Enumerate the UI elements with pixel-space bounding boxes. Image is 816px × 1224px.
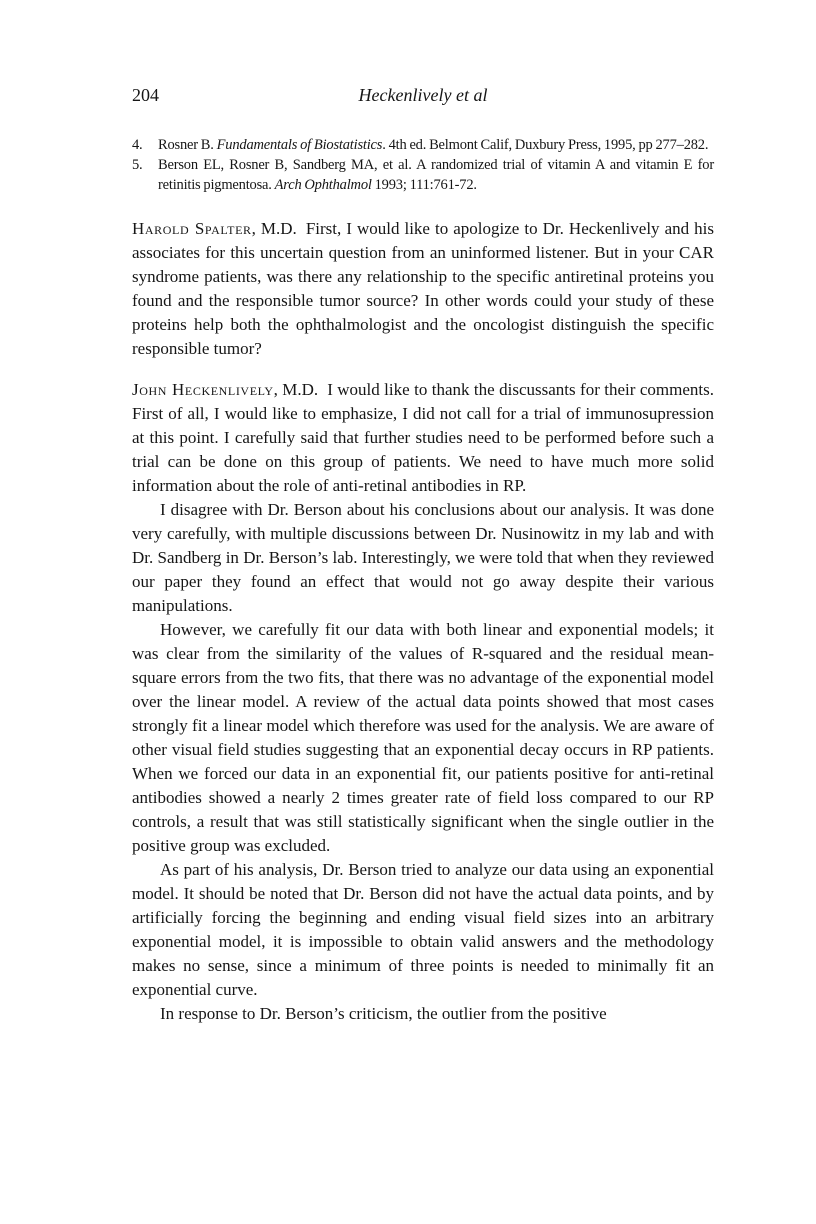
running-head: Heckenlively et al: [358, 85, 488, 105]
paragraph-spalter: [132, 217, 714, 361]
reference-item: [132, 135, 714, 155]
discussion-section: [132, 217, 714, 1026]
reference-number: 5.: [132, 157, 143, 173]
reference-text-post: . 4th ed. Belmont Calif, Duxbury Press, 1995, pp 277–282.: [382, 137, 709, 153]
speaker-name-spalter: Harold Spalter: [132, 219, 252, 238]
page-header: [132, 84, 714, 108]
paragraph-as-part: As part of his analysis, Dr. Berson tried to analyze our data using an exponential model. It should be noted that Dr. Berson did not have the actual data points, and by artificially forcing the beginning and ending visual field sizes into an arbitrary exponential model, it is impossible to obtain valid answers and the methodology makes no sense, since a minimum of three points is needed to minimally fit an exponential curve.: [132, 860, 714, 999]
reference-title-italic: Fundamentals of Biostatistics: [216, 137, 383, 153]
paragraph-text: I would like to thank the discussants for their comments. First of all, I would like to emphasize, I did not call for a trial of immunosupression at this point. I carefully said that further studies need to be performed before such a trial can be done on this group of patients. We need to have much more solid information about the role of anti-retinal antibodies in RP.: [132, 380, 714, 495]
speaker-degree: , M.D.: [273, 380, 319, 399]
reference-list: [132, 135, 714, 195]
reference-number: 4.: [132, 137, 143, 153]
reference-text-pre: Berson EL, Rosner B, Sandberg MA, et al. A randomized trial of vitamin A and vitamin E for retinitis pigmentosa.: [158, 157, 714, 193]
paragraph-text: First, I would like to apologize to Dr. Heckenlively and his associates for this uncertain question from an uninformed listener. But in your CAR syndrome patients, was there any relationship to the specific antiretinal proteins you found and the responsible tumor source? In other words could your study of these proteins help both the ophthalmologist and the oncologist distinguish the specific responsible tumor?: [132, 219, 714, 358]
reference-text-post: 1993; 111:761-72.: [371, 177, 477, 193]
paragraph-however: However, we carefully fit our data with both linear and exponential models; it was clear from the similarity of the values of R-squared and the residual mean-square errors from the two fits, that there was no advantage of the exponential model over the linear model. A review of the actual data points showed that most cases strongly fit a linear model which therefore was used for the analysis. We are aware of other visual field studies suggesting that an exponential decay occurs in RP patients. When we forced our data in an exponential fit, our patients positive for anti-retinal antibodies showed a nearly 2 times greater rate of field loss compared to our RP controls, a result that was still statistically significant when the single outlier in the positive group was excluded.: [132, 620, 714, 855]
reference-text-pre: Rosner B.: [158, 137, 217, 153]
paragraph-disagree: I disagree with Dr. Berson about his conclusions about our analysis. It was done very carefully, with multiple discussions between Dr. Nusinowitz in my lab and with Dr. Sandberg in Dr. Berson’s lab. Interestingly, we were told that when they reviewed our paper they found an effect that would not go away despite their various manipulations.: [132, 500, 714, 615]
speaker-name-heckenlively: John Heckenlively: [132, 380, 274, 399]
paragraph-in-response: In response to Dr. Berson’s criticism, the outlier from the positive: [160, 1004, 607, 1023]
paragraph-heckenlively: [132, 378, 714, 498]
reference-text: [158, 155, 714, 195]
reference-text: [158, 135, 714, 155]
reference-item: [132, 155, 714, 195]
page-number: 204: [132, 85, 159, 105]
reference-journal-italic: Arch Ophthalmol: [274, 177, 372, 193]
speaker-degree: , M.D.: [251, 219, 297, 238]
